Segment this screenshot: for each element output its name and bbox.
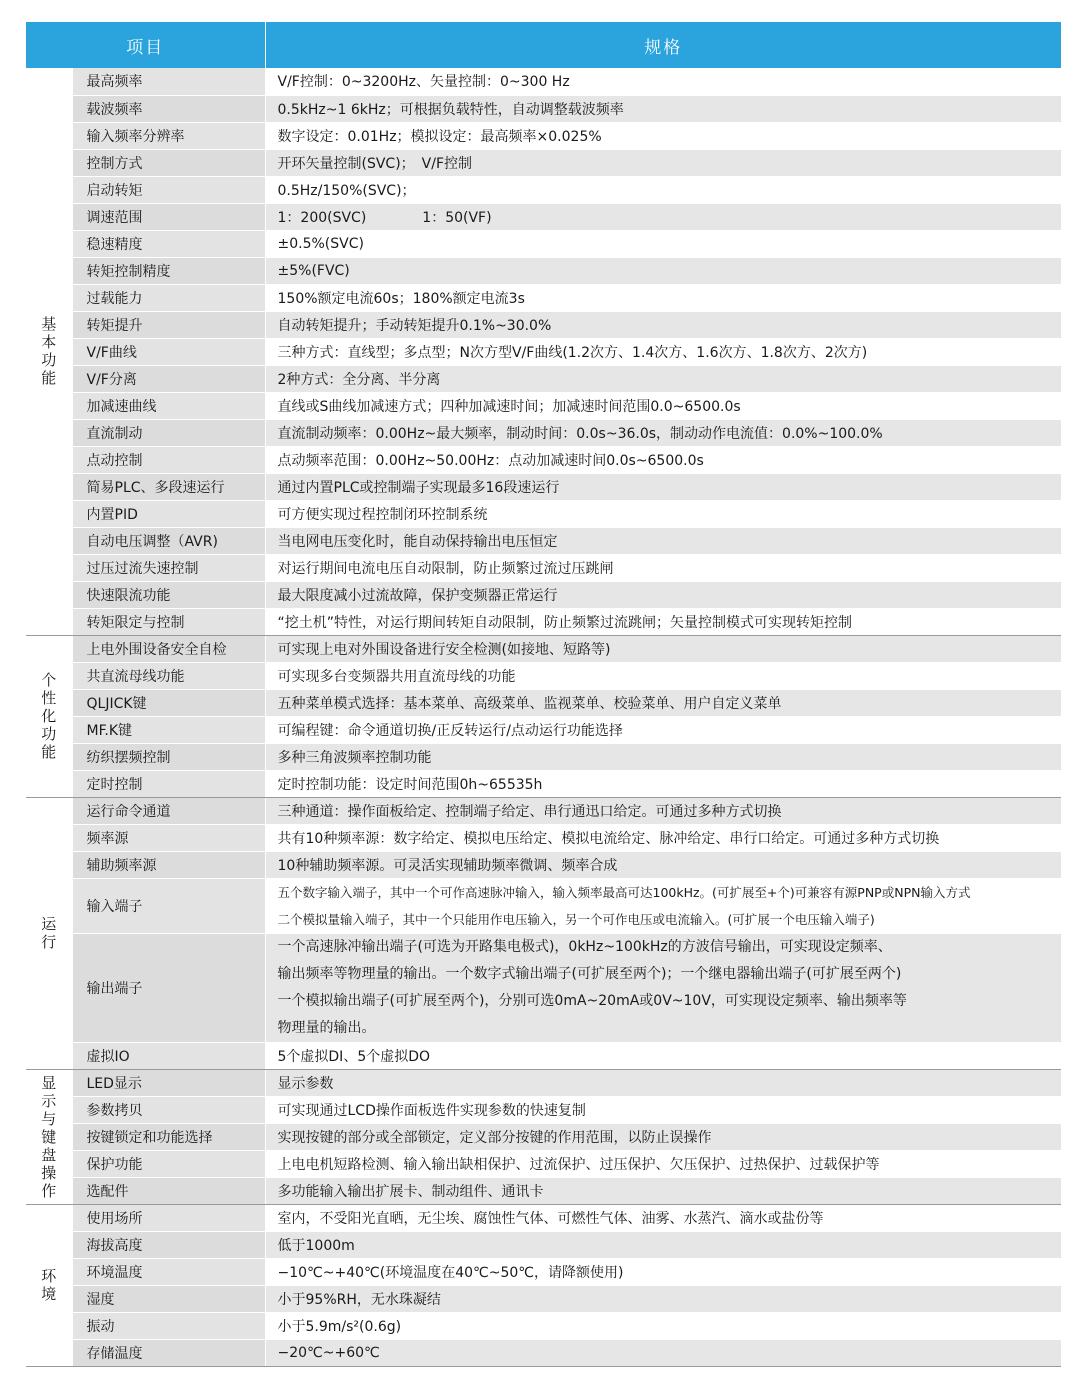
item-cell: 上电外围设备安全自检: [72, 635, 265, 662]
spec-line: 输出频率等物理量的输出。一个数字式输出端子(可扩展至两个)；一个继电器输出端子(可扩展至两个): [277, 965, 902, 982]
spec-cell: 2种方式：全分离、半分离: [265, 365, 1061, 392]
item-cell: 控制方式: [72, 149, 265, 176]
item-cell: 稳速精度: [72, 230, 265, 257]
item-cell: 最高频率: [72, 68, 265, 95]
item-cell: 海拔高度: [72, 1231, 265, 1258]
table-row: [26, 149, 1061, 176]
spec-cell: 开环矢量控制(SVC)； V/F控制: [265, 149, 1061, 176]
category-label: 基本功能: [41, 315, 57, 388]
item-cell: 虚拟IO: [72, 1042, 265, 1069]
category-cell: [26, 68, 72, 635]
table-row: [26, 95, 1061, 122]
table-row: [26, 1150, 1061, 1177]
spec-line: 一个高速脉冲输出端子(可选为开路集电极式)，0kHz~100kHz的方波信号输出，可实现设定频率、: [277, 938, 892, 955]
spec-cell: 自动转矩提升；手动转矩提升0.1%~30.0%: [265, 311, 1061, 338]
item-cell: QLJICK键: [72, 689, 265, 716]
table-row: [26, 1177, 1061, 1204]
item-cell: 调速范围: [72, 203, 265, 230]
table-row: [26, 446, 1061, 473]
spec-cell: 数字设定：0.01Hz；模拟设定：最高频率×0.025%: [265, 122, 1061, 149]
table-row: [26, 365, 1061, 392]
item-cell: 环境温度: [72, 1258, 265, 1285]
table-row: [26, 1231, 1061, 1258]
item-cell: 过载能力: [72, 284, 265, 311]
spec-cell: 点动频率范围：0.00Hz~50.00Hz：点动加减速时间0.0s~6500.0s: [265, 446, 1061, 473]
item-cell: 定时控制: [72, 770, 265, 797]
spec-cell: ±0.5%(SVC): [265, 230, 1061, 257]
spec-cell: 可实现通过LCD操作面板选件实现参数的快速复制: [265, 1096, 1061, 1123]
item-cell: 使用场所: [72, 1204, 265, 1231]
item-cell: V/F分离: [72, 365, 265, 392]
table-row: [26, 68, 1061, 95]
spec-line: 五个数字输入端子，其中一个可作高速脉冲输入，输入频率最高可达100kHz。(可扩展至+个)可兼容有源PNP或NPN输入方式: [277, 884, 971, 900]
item-cell: 内置PID: [72, 500, 265, 527]
spec-cell: 多种三角波频率控制功能: [265, 743, 1061, 770]
item-cell: 频率源: [72, 824, 265, 851]
spec-cell: 定时控制功能：设定时间范围0h~65535h: [265, 770, 1061, 797]
table-row: [26, 1042, 1061, 1069]
spec-cell: 可编程键：命令通道切换/正反转运行/点动运行功能选择: [265, 716, 1061, 743]
spec-cell: 低于1000m: [265, 1231, 1061, 1258]
category-label: 运行: [41, 915, 57, 951]
spec-cell: 室内，不受阳光直晒，无尘埃、腐蚀性气体、可燃性气体、油雾、水蒸汽、滴水或盐份等: [265, 1204, 1061, 1231]
item-cell: 辅助频率源: [72, 851, 265, 878]
spec-cell: 0.5kHz~1 6kHz；可根据负载特性，自动调整载波频率: [265, 95, 1061, 122]
table-row: [26, 230, 1061, 257]
spec-cell: ±5%(FVC): [265, 257, 1061, 284]
table-row: [26, 689, 1061, 716]
spec-cell: “挖土机”特性，对运行期间转矩自动限制，防止频繁过流跳闸；矢量控制模式可实现转矩控制: [265, 608, 1061, 635]
item-cell: 简易PLC、多段速运行: [72, 473, 265, 500]
item-cell: 参数拷贝: [72, 1096, 265, 1123]
spec-cell: −10℃~+40℃(环境温度在40℃~50℃，请降额使用): [265, 1258, 1061, 1285]
table-row: [26, 608, 1061, 635]
item-cell: 运行命令通道: [72, 797, 265, 824]
table-row: [26, 1258, 1061, 1285]
table-row: [26, 581, 1061, 608]
item-cell: 转矩提升: [72, 311, 265, 338]
item-cell: 存储温度: [72, 1339, 265, 1366]
item-cell: 转矩限定与控制: [72, 608, 265, 635]
spec-cell: 可方便实现过程控制闭环控制系统: [265, 500, 1061, 527]
table-header-row: [26, 22, 1061, 68]
category-cell: [26, 1204, 72, 1366]
item-cell: 自动电压调整（AVR): [72, 527, 265, 554]
table-row: [26, 338, 1061, 365]
spec-cell: 上电电机短路检测、输入输出缺相保护、过流保护、过压保护、欠压保护、过热保护、过载保护等: [265, 1150, 1061, 1177]
item-cell: 振动: [72, 1312, 265, 1339]
spec-line: 一个模拟输出端子(可扩展至两个)，分别可选0mA~20mA或0V~10V，可实现设定频率、输出频率等: [277, 992, 907, 1009]
spec-line: 物理量的输出。: [277, 1019, 376, 1036]
table-row: [26, 500, 1061, 527]
table-row: [26, 419, 1061, 446]
spec-cell: 10种辅助频率源。可灵活实现辅助频率微调、频率合成: [265, 851, 1061, 878]
table-row: [26, 1339, 1061, 1366]
table-row: [26, 1069, 1061, 1096]
spec-table: [26, 22, 1061, 1367]
table-row: [26, 878, 1061, 933]
item-cell: 直流制动: [72, 419, 265, 446]
category-label: 显示与键盘操作: [41, 1073, 57, 1200]
table-row: [26, 311, 1061, 338]
table-row: [26, 203, 1061, 230]
item-cell: 纺织摆频控制: [72, 743, 265, 770]
item-cell: 输入频率分辨率: [72, 122, 265, 149]
item-cell: LED显示: [72, 1069, 265, 1096]
item-cell: 启动转矩: [72, 176, 265, 203]
spec-cell: 150%额定电流60s；180%额定电流3s: [265, 284, 1061, 311]
spec-cell: −20℃~+60℃: [265, 1339, 1061, 1366]
spec-cell: 对运行期间电流电压自动限制，防止频繁过流过压跳闸: [265, 554, 1061, 581]
table-row: [26, 257, 1061, 284]
category-label: 环境: [41, 1267, 57, 1303]
item-cell: MF.K键: [72, 716, 265, 743]
table-row: [26, 662, 1061, 689]
table-row: [26, 176, 1061, 203]
spec-cell: [265, 933, 1061, 1042]
table-row: [26, 392, 1061, 419]
spec-cell: 显示参数: [265, 1069, 1061, 1096]
item-cell: 输入端子: [72, 878, 265, 933]
spec-cell: 小于5.9m/s²(0.6g): [265, 1312, 1061, 1339]
category-label: 个性化功能: [41, 671, 57, 761]
table-row: [26, 473, 1061, 500]
item-cell: 过压过流失速控制: [72, 554, 265, 581]
table-row: [26, 554, 1061, 581]
spec-cell: 共有10种频率源：数字给定、模拟电压给定、模拟电流给定、脉冲给定、串行口给定。可通过多种方式切换: [265, 824, 1061, 851]
spec-cell: [265, 878, 1061, 933]
spec-cell: 最大限度减小过流故障，保护变频器正常运行: [265, 581, 1061, 608]
spec-cell: 多功能输入输出扩展卡、制动组件、通讯卡: [265, 1177, 1061, 1204]
spec-cell: 实现按键的部分或全部锁定，定义部分按键的作用范围，以防止误操作: [265, 1123, 1061, 1150]
header-spec: 规格: [265, 22, 1061, 68]
table-row: [26, 284, 1061, 311]
spec-cell: 五种菜单模式选择：基本菜单、高级菜单、监视菜单、校验菜单、用户自定义菜单: [265, 689, 1061, 716]
item-cell: 按键锁定和功能选择: [72, 1123, 265, 1150]
spec-cell: 通过内置PLC或控制端子实现最多16段速运行: [265, 473, 1061, 500]
table-row: [26, 527, 1061, 554]
item-cell: V/F曲线: [72, 338, 265, 365]
item-cell: 加减速曲线: [72, 392, 265, 419]
item-cell: 载波频率: [72, 95, 265, 122]
table-row: [26, 1123, 1061, 1150]
table-row: [26, 635, 1061, 662]
category-cell: [26, 635, 72, 797]
spec-cell: 三种通道：操作面板给定、控制端子给定、串行通迅口给定。可通过多种方式切换: [265, 797, 1061, 824]
table-row: [26, 1096, 1061, 1123]
spec-cell: 1：200(SVC) 1：50(VF): [265, 203, 1061, 230]
table-row: [26, 797, 1061, 824]
spec-line: 二个模拟量输入端子，其中一个只能用作电压输入，另一个可作电压或电流输入。(可扩展一个电压输入端子): [277, 911, 875, 927]
table-row: [26, 851, 1061, 878]
spec-cell: 小于95%RH，无水珠凝结: [265, 1285, 1061, 1312]
item-cell: 湿度: [72, 1285, 265, 1312]
table-row: [26, 122, 1061, 149]
spec-cell: 直流制动频率：0.00Hz~最大频率，制动时间：0.0s~36.0s，制动动作电流值：0.0%~100.0%: [265, 419, 1061, 446]
item-cell: 转矩控制精度: [72, 257, 265, 284]
table-row: [26, 743, 1061, 770]
item-cell: 共直流母线功能: [72, 662, 265, 689]
header-item: 项目: [26, 22, 265, 68]
table-row: [26, 716, 1061, 743]
spec-cell: 三种方式：直线型；多点型；N次方型V/F曲线(1.2次方、1.4次方、1.6次方、1.8次方、2次方): [265, 338, 1061, 365]
item-cell: 保护功能: [72, 1150, 265, 1177]
category-cell: [26, 1069, 72, 1204]
spec-cell: 0.5Hz/150%(SVC)；: [265, 176, 1061, 203]
spec-cell: 可实现多台变频器共用直流母线的功能: [265, 662, 1061, 689]
item-cell: 输出端子: [72, 933, 265, 1042]
category-cell: [26, 797, 72, 1069]
spec-body: [26, 68, 1061, 1366]
table-row: [26, 1204, 1061, 1231]
item-cell: 选配件: [72, 1177, 265, 1204]
item-cell: 快速限流功能: [72, 581, 265, 608]
spec-cell: 当电网电压变化时，能自动保持输出电压恒定: [265, 527, 1061, 554]
table-row: [26, 933, 1061, 1042]
spec-cell: V/F控制：0~3200Hz、矢量控制：0~300 Hz: [265, 68, 1061, 95]
table-row: [26, 1285, 1061, 1312]
spec-cell: 直线或S曲线加减速方式；四种加减速时间；加减速时间范围0.0~6500.0s: [265, 392, 1061, 419]
table-row: [26, 824, 1061, 851]
item-cell: 点动控制: [72, 446, 265, 473]
spec-cell: 5个虚拟DI、5个虚拟DO: [265, 1042, 1061, 1069]
table-row: [26, 1312, 1061, 1339]
table-row: [26, 770, 1061, 797]
spec-cell: 可实现上电对外围设备进行安全检测(如接地、短路等): [265, 635, 1061, 662]
